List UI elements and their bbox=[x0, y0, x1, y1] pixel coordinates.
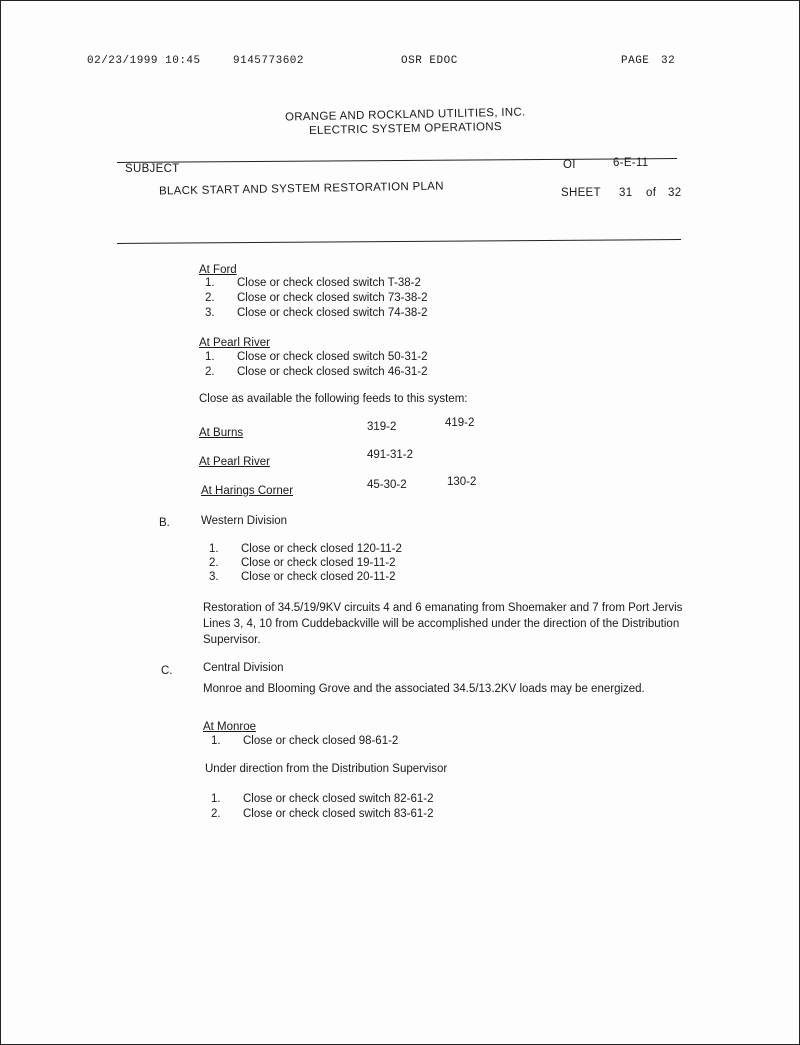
feed-value: 319-2 bbox=[367, 421, 397, 433]
feed-value: 45-30-2 bbox=[367, 479, 407, 491]
subject-label: SUBJECT bbox=[125, 163, 180, 175]
list-item: 1. Close or check closed 120-11-2 bbox=[209, 543, 402, 555]
fax-page-label: PAGE bbox=[621, 55, 650, 67]
fax-date-time: 02/23/1999 10:45 bbox=[87, 55, 201, 67]
feed-value: 491-31-2 bbox=[367, 449, 414, 461]
feed-location: At Pearl River bbox=[199, 456, 270, 468]
at-ford-heading: At Ford bbox=[199, 264, 237, 276]
list-item: 2. Close or check closed switch 46-31-2 bbox=[205, 366, 428, 378]
central-division-title: Central Division bbox=[203, 662, 284, 674]
list-item: 3. Close or check closed switch 74-38-2 bbox=[205, 307, 428, 319]
central-intro: Monroe and Blooming Grove and the associated 34.5/13.2KV loads may be energized. bbox=[203, 683, 645, 695]
company-name: ORANGE AND ROCKLAND UTILITIES, INC. bbox=[284, 106, 526, 124]
at-pearl-river-heading: At Pearl River bbox=[199, 337, 270, 349]
western-restoration-paragraph: Restoration of 34.5/19/9KV circuits 4 and 6 emanating from Shoemaker and 7 from Port Jervis Lines 3, 4, 10 from Cuddebackville will be accomplished under the direction of the Distribution Supervisor. bbox=[203, 602, 683, 646]
list-item: 2. Close or check closed switch 83-61-2 bbox=[211, 808, 434, 820]
list-item: 2. Close or check closed switch 73-38-2 bbox=[205, 292, 428, 304]
oi-label: OI bbox=[563, 159, 576, 171]
subject-top-rule bbox=[117, 158, 677, 163]
company-department: ELECTRIC SYSTEM OPERATIONS bbox=[308, 120, 503, 138]
sheet-of-label: of bbox=[646, 187, 657, 199]
sheet-number: 31 bbox=[619, 187, 633, 199]
list-item: 1. Close or check closed switch T-38-2 bbox=[205, 277, 421, 289]
feed-location: At Harings Corner bbox=[201, 485, 294, 497]
document-title: BLACK START AND SYSTEM RESTORATION PLAN bbox=[158, 180, 444, 198]
feed-value: 130-2 bbox=[447, 476, 477, 488]
fax-phone: 9145773602 bbox=[233, 55, 305, 67]
subject-bottom-rule bbox=[117, 239, 681, 244]
feed-value: 419-2 bbox=[445, 417, 475, 429]
section-letter-b: B. bbox=[159, 517, 170, 529]
at-monroe-heading: At Monroe bbox=[203, 721, 257, 733]
sheet-label: SHEET bbox=[561, 187, 601, 199]
feed-location: At Burns bbox=[199, 427, 244, 439]
fax-office: OSR EDOC bbox=[401, 55, 458, 67]
central-direction: Under direction from the Distribution Supervisor bbox=[205, 763, 448, 775]
sheet-total: 32 bbox=[668, 187, 682, 199]
list-item: 3. Close or check closed 20-11-2 bbox=[209, 571, 396, 583]
section-letter-c: C. bbox=[161, 665, 173, 677]
list-item: 1. Close or check closed switch 82-61-2 bbox=[211, 793, 434, 805]
list-item: 1. Close or check closed switch 50-31-2 bbox=[205, 351, 428, 363]
fax-page-number: 32 bbox=[661, 55, 676, 67]
feeds-intro: Close as available the following feeds to this system: bbox=[199, 393, 468, 405]
list-item: 2. Close or check closed 19-11-2 bbox=[209, 557, 396, 569]
oi-number: 6-E-11 bbox=[613, 157, 649, 169]
list-item: 1. Close or check closed 98-61-2 bbox=[211, 735, 399, 747]
western-division-title: Western Division bbox=[201, 515, 288, 527]
